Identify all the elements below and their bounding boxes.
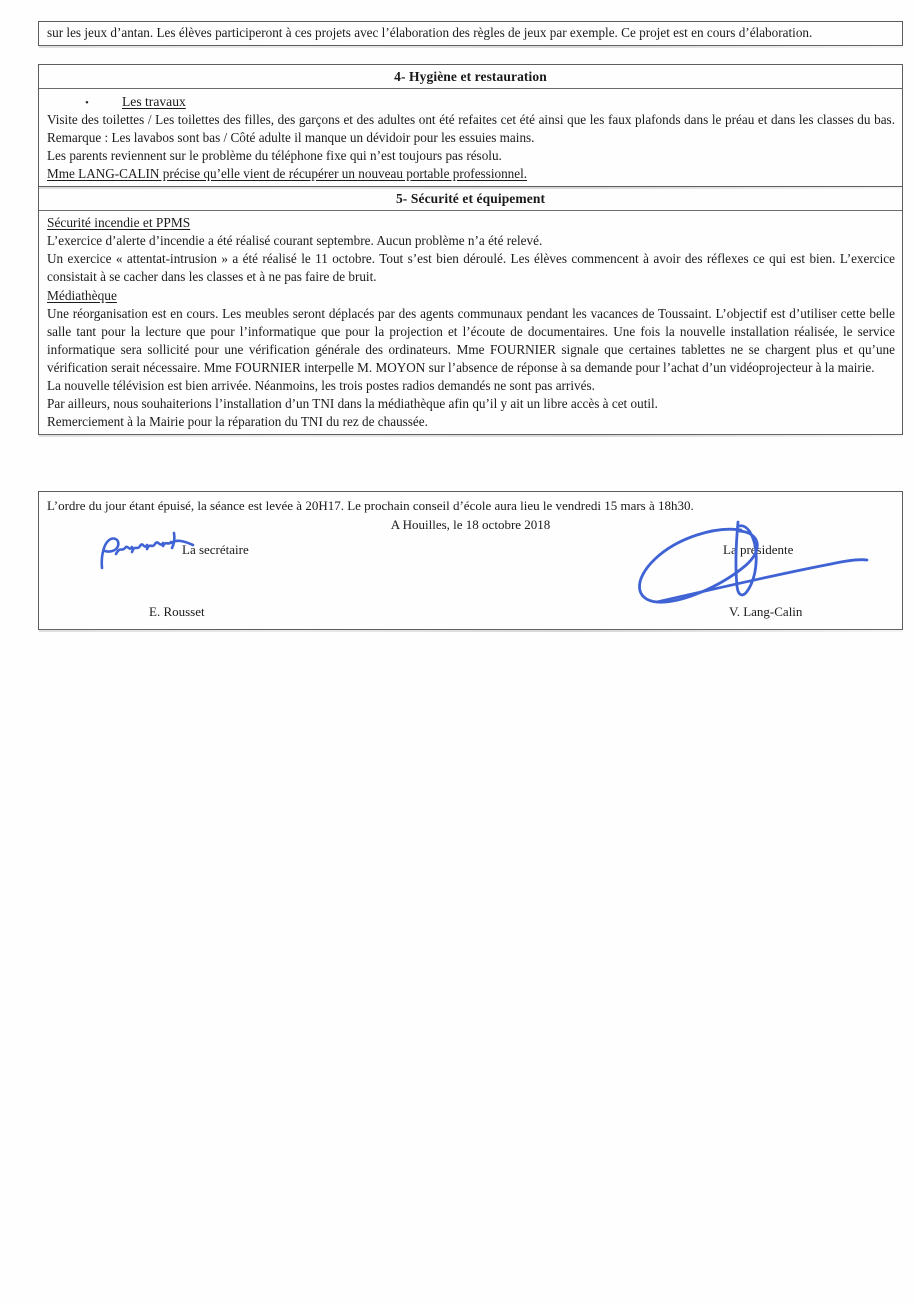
section-4-paragraph-1: Visite des toilettes / Les toilettes des filles, des garçons et des adultes ont été refaites cet été ainsi que les faux plafonds dans le préau et dans les classes du bas. Remarque : Les lavabos sont bas / Côté adulte il manque un dévidoir pour les essuies mains. — [47, 112, 895, 145]
section-4-header: 4- Hygiène et restauration — [39, 65, 902, 89]
subheading-mediatheque-wrap — [47, 287, 895, 305]
scan-edge-shading — [39, 434, 902, 437]
signature-names-row — [39, 604, 902, 624]
continuation-body — [39, 22, 902, 45]
section-5-paragraph-1: L’exercice d’alerte d’incendie a été réalisé courant septembre. Aucun problème n’a été relevé. — [47, 233, 543, 248]
signature-labels-row — [47, 542, 894, 564]
section-5-paragraph-4: La nouvelle télévision est bien arrivée. Néanmoins, les trois postes radios demandés ne sont pas arrivés. — [47, 377, 595, 393]
closing-signature-box — [38, 491, 903, 630]
scan-edge-shading — [39, 629, 902, 632]
secretary-label: La secrétaire — [182, 541, 249, 557]
section-4-box — [38, 64, 903, 187]
president-name: V. Lang-Calin — [729, 604, 803, 619]
section-5-body — [39, 211, 902, 434]
adjournment-text: L’ordre du jour étant épuisé, la séance est levée à 20H17. Le prochain conseil d’école aura lieu le vendredi 15 mars à 18h30. — [47, 498, 694, 513]
subheading-mediatheque: Médiathèque — [47, 287, 117, 303]
continuation-text-box — [38, 21, 903, 46]
secretary-name: E. Rousset — [149, 604, 205, 619]
section-5-box — [38, 186, 903, 435]
section-4-paragraph-2: Les parents reviennent sur le problème du téléphone fixe qui n’est toujours pas résolu. — [47, 147, 502, 163]
scan-edge-shading — [39, 45, 902, 48]
subheading-securite-incendie: Sécurité incendie et PPMS — [47, 215, 191, 230]
section-5-paragraph-6: Remerciement à la Mairie pour la réparation du TNI du rez de chaussée. — [47, 413, 428, 429]
closing-inner — [39, 492, 902, 629]
bullet-label-les-travaux: Les travaux — [122, 94, 186, 109]
section-5-header: 5- Sécurité et équipement — [39, 187, 902, 211]
section-5-paragraph-3: Une réorganisation est en cours. Les meubles seront déplacés par des agents communaux pendant les vacances de Toussaint. L’objectif est d’utiliser cette belle salle tant pour la lecture que pour l’informatique que pour la projection et l’écoute de documentaires. Une fois la nouvelle installation réalisée, le service informatique sera sollicité pour une vérification générale des ordinateurs. Mme FOURNIER signale que certaines tablettes ne se chargent plus et qu’une vérification serait nécessaire. Mme FOURNIER interpelle M. MOYON sur l’absence de réponse à sa demande pour l’achat d’un vidéoprojecteur à la mairie. — [47, 305, 895, 375]
section-4-body — [39, 89, 902, 186]
section-5-paragraph-5: Par ailleurs, nous souhaiterions l’installation d’un TNI dans la médiathèque afin qu’il y ait un libre accès à cet outil. — [47, 395, 658, 411]
subheading-securite-incendie-wrap — [47, 214, 895, 232]
section-5-paragraph-2: Un exercice « attentat-intrusion » a été réalisé le 11 octobre. Tout s’est bien déroulé. Les élèves commencent à avoir des réflexes ce qui est bien. L’exercice consistait à se cacher dans les classes et à ne pas faire de bruit. — [47, 250, 895, 284]
bullet-dot-icon: • — [85, 97, 89, 109]
section-4-paragraph-3: Mme LANG-CALIN précise qu’elle vient de récupérer un nouveau portable professionnel. — [47, 165, 528, 181]
bullet-item-les-travaux — [47, 94, 895, 110]
president-label: La présidente — [723, 541, 794, 557]
continuation-paragraph: sur les jeux d’antan. Les élèves participeront à ces projets avec l’élaboration des règles de jeux par exemple. Ce projet est en cours d’élaboration. — [47, 25, 813, 40]
place-and-date: A Houilles, le 18 octobre 2018 — [390, 516, 551, 532]
